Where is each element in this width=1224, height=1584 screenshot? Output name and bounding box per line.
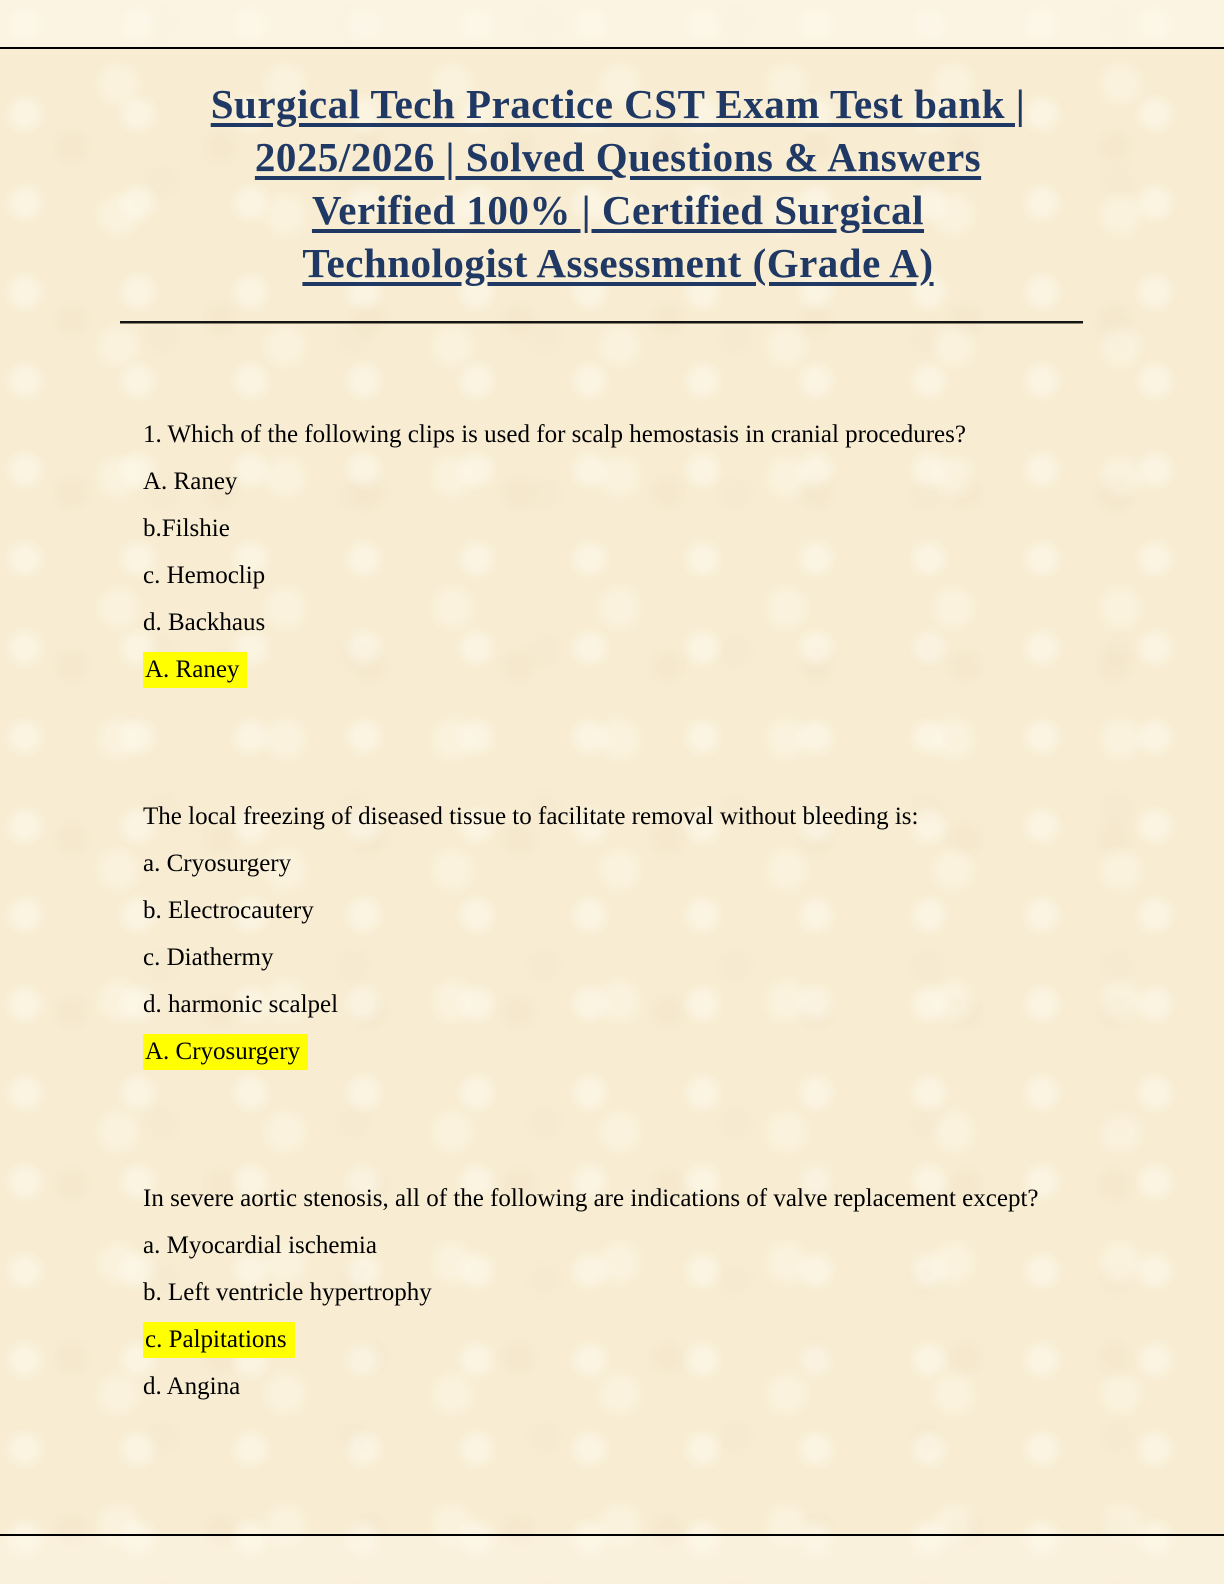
title-line: Verified 100% | Certified Surgical <box>311 187 925 233</box>
option-text: b. Electrocautery <box>143 897 314 924</box>
page-content <box>143 0 1093 1410</box>
option-text: d. Angina <box>143 1373 241 1400</box>
option-text: a. Cryosurgery <box>143 850 292 877</box>
option-text: d. Backhaus <box>143 609 266 636</box>
answer-line <box>143 1028 1093 1075</box>
answer-highlight: A. Cryosurgery <box>143 1034 308 1070</box>
page-bottom-margin <box>0 1536 1224 1584</box>
question-text: In severe aortic stenosis, all of the following are indications of valve replacement except? <box>143 1185 1039 1212</box>
answer-highlight: A. Raney <box>143 652 247 688</box>
question-text: The local freezing of diseased tissue to facilitate removal without bleeding is: <box>143 803 919 830</box>
question-block-3 <box>143 1175 1093 1410</box>
title-line: Surgical Tech Practice CST Exam Test bank | <box>210 81 1026 127</box>
question-text: 1. Which of the following clips is used for scalp hemostasis in cranial procedures? <box>143 421 966 448</box>
answer-highlight: c. Palpitations <box>143 1322 295 1358</box>
option-text: b.Filshie <box>143 515 230 542</box>
answer-line <box>143 646 1093 693</box>
title-divider-line <box>120 321 1083 324</box>
title-line: 2025/2026 | Solved Questions & Answers <box>254 134 982 180</box>
option-text: a. Myocardial ischemia <box>143 1232 377 1259</box>
document-title <box>143 78 1093 290</box>
option-text: A. Raney <box>143 468 238 495</box>
option-text: b. Left ventricle hypertrophy <box>143 1279 432 1306</box>
option-text: c. Hemoclip <box>143 562 266 589</box>
answer-line <box>143 1316 1093 1363</box>
option-text: d. harmonic scalpel <box>143 991 339 1018</box>
question-block-2 <box>143 793 1093 1075</box>
title-line: Technologist Assessment (Grade A) <box>302 240 934 286</box>
option-text: c. Diathermy <box>143 944 274 971</box>
question-block-1 <box>143 411 1093 693</box>
